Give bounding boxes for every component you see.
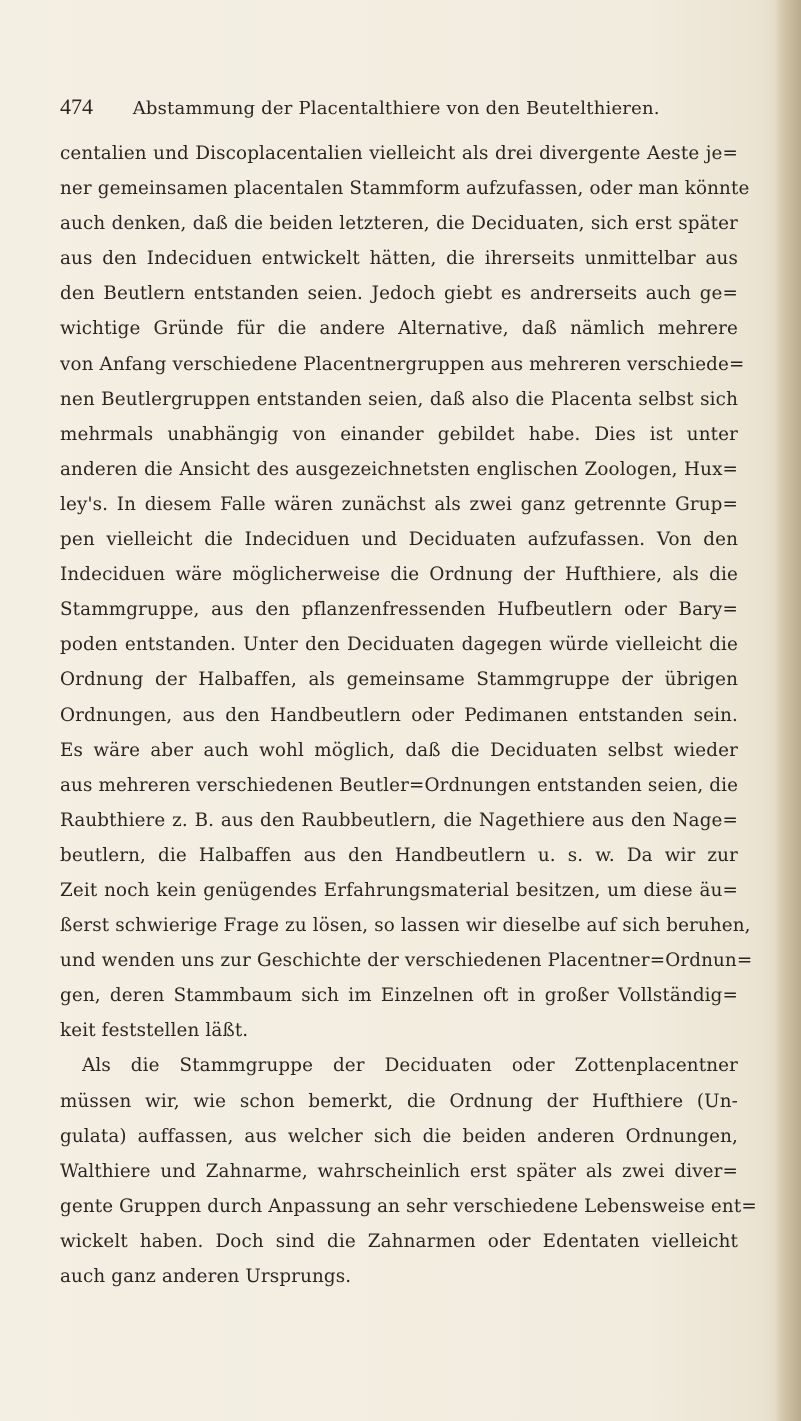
text-line: Es wäre aber auch wohl möglich, daß die Deciduaten selbst wieder	[60, 739, 738, 761]
text-line: beutlern, die Halbaffen aus den Handbeutlern u. s. w. Da wir zur	[60, 844, 738, 866]
body-text	[60, 136, 757, 1294]
text-line: aus mehreren verschiedenen Beutler=Ordnungen entstanden seien, die	[60, 774, 739, 796]
page-edge-shadow	[775, 0, 801, 1421]
text-line: ner gemeinsamen placentalen Stammform aufzufassen, oder man könnte	[60, 178, 750, 200]
text-line: anderen die Ansicht des ausgezeichnetsten englischen Zoologen, Hux=	[60, 458, 738, 480]
text-line: gente Gruppen durch Anpassung an sehr verschiedene Lebensweise ent=	[60, 1195, 757, 1217]
text-line: Walthiere und Zahnarme, wahrscheinlich erst später als zwei diver=	[60, 1160, 738, 1182]
text-line: gulata) auffassen, aus welcher sich die beiden anderen Ordnungen,	[60, 1125, 738, 1147]
text-line: centalien und Discoplacentalien vielleicht als drei divergente Aeste je=	[60, 143, 738, 164]
page-header	[60, 92, 740, 124]
page-number: 474	[60, 94, 93, 119]
text-line: Raubthiere z. B. aus den Raubbeutlern, die Nagethiere aus den Nage=	[60, 809, 738, 831]
text-line: wichtige Gründe für die andere Alternative, daß nämlich mehrere	[60, 318, 738, 340]
text-line: Stammgruppe, aus den pflanzenfressenden Hufbeutlern oder Bary=	[60, 599, 738, 621]
text-line: poden entstanden. Unter den Deciduaten dagegen würde vielleicht die	[60, 634, 738, 656]
text-line: aus den Indeciduen entwickelt hätten, die ihrerseits unmittelbar aus	[60, 248, 738, 270]
text-line: nen Beutlergruppen entstanden seien, daß also die Placenta selbst sich	[60, 388, 738, 410]
text-line: keit feststellen läßt.	[60, 1020, 249, 1042]
running-head: Abstammung der Placentalthiere von den Beutelthieren.	[132, 98, 660, 119]
text-line: Indeciduen wäre möglicherweise die Ordnung der Hufthiere, als die	[60, 564, 738, 586]
text-line: von Anfang verschiedene Placentnergruppen aus mehreren verschiede=	[60, 353, 745, 375]
text-line: wickelt haben. Doch sind die Zahnarmen oder Edentaten vielleicht	[60, 1230, 738, 1252]
text-line: auch ganz anderen Ursprungs.	[60, 1266, 352, 1287]
text-line: mehrmals unabhängig von einander gebildet habe. Dies ist unter	[60, 423, 738, 445]
text-line: ßerst schwierige Frage zu lösen, so lassen wir dieselbe auf sich beruhen,	[60, 915, 751, 937]
text-line: müssen wir, wie schon bemerkt, die Ordnung der Hufthiere (Un-	[60, 1090, 738, 1112]
text-line: Als die Stammgruppe der Deciduaten oder Zottenplacentner	[82, 1055, 738, 1077]
text-line: den Beutlern entstanden seien. Jedoch giebt es andrerseits auch ge=	[60, 283, 738, 305]
text-line: Zeit noch kein genügendes Erfahrungsmaterial besitzen, um diese äu=	[60, 879, 738, 901]
text-line: Ordnung der Halbaffen, als gemeinsame Stammgruppe der übrigen	[60, 669, 738, 691]
text-line: auch denken, daß die beiden letzteren, die Deciduaten, sich erst später	[60, 213, 738, 235]
text-line: und wenden uns zur Geschichte der verschiedenen Placentner=Ordnun=	[60, 950, 753, 972]
text-line: ley's. In diesem Falle wären zunächst als zwei ganz getrennte Grup=	[60, 493, 738, 515]
text-line: gen, deren Stammbaum sich im Einzelnen oft in großer Vollständig=	[60, 985, 738, 1007]
text-line: pen vielleicht die Indeciduen und Deciduaten aufzufassen. Von den	[60, 529, 738, 551]
text-line: Ordnungen, aus den Handbeutlern oder Pedimanen entstanden sein.	[60, 704, 738, 726]
